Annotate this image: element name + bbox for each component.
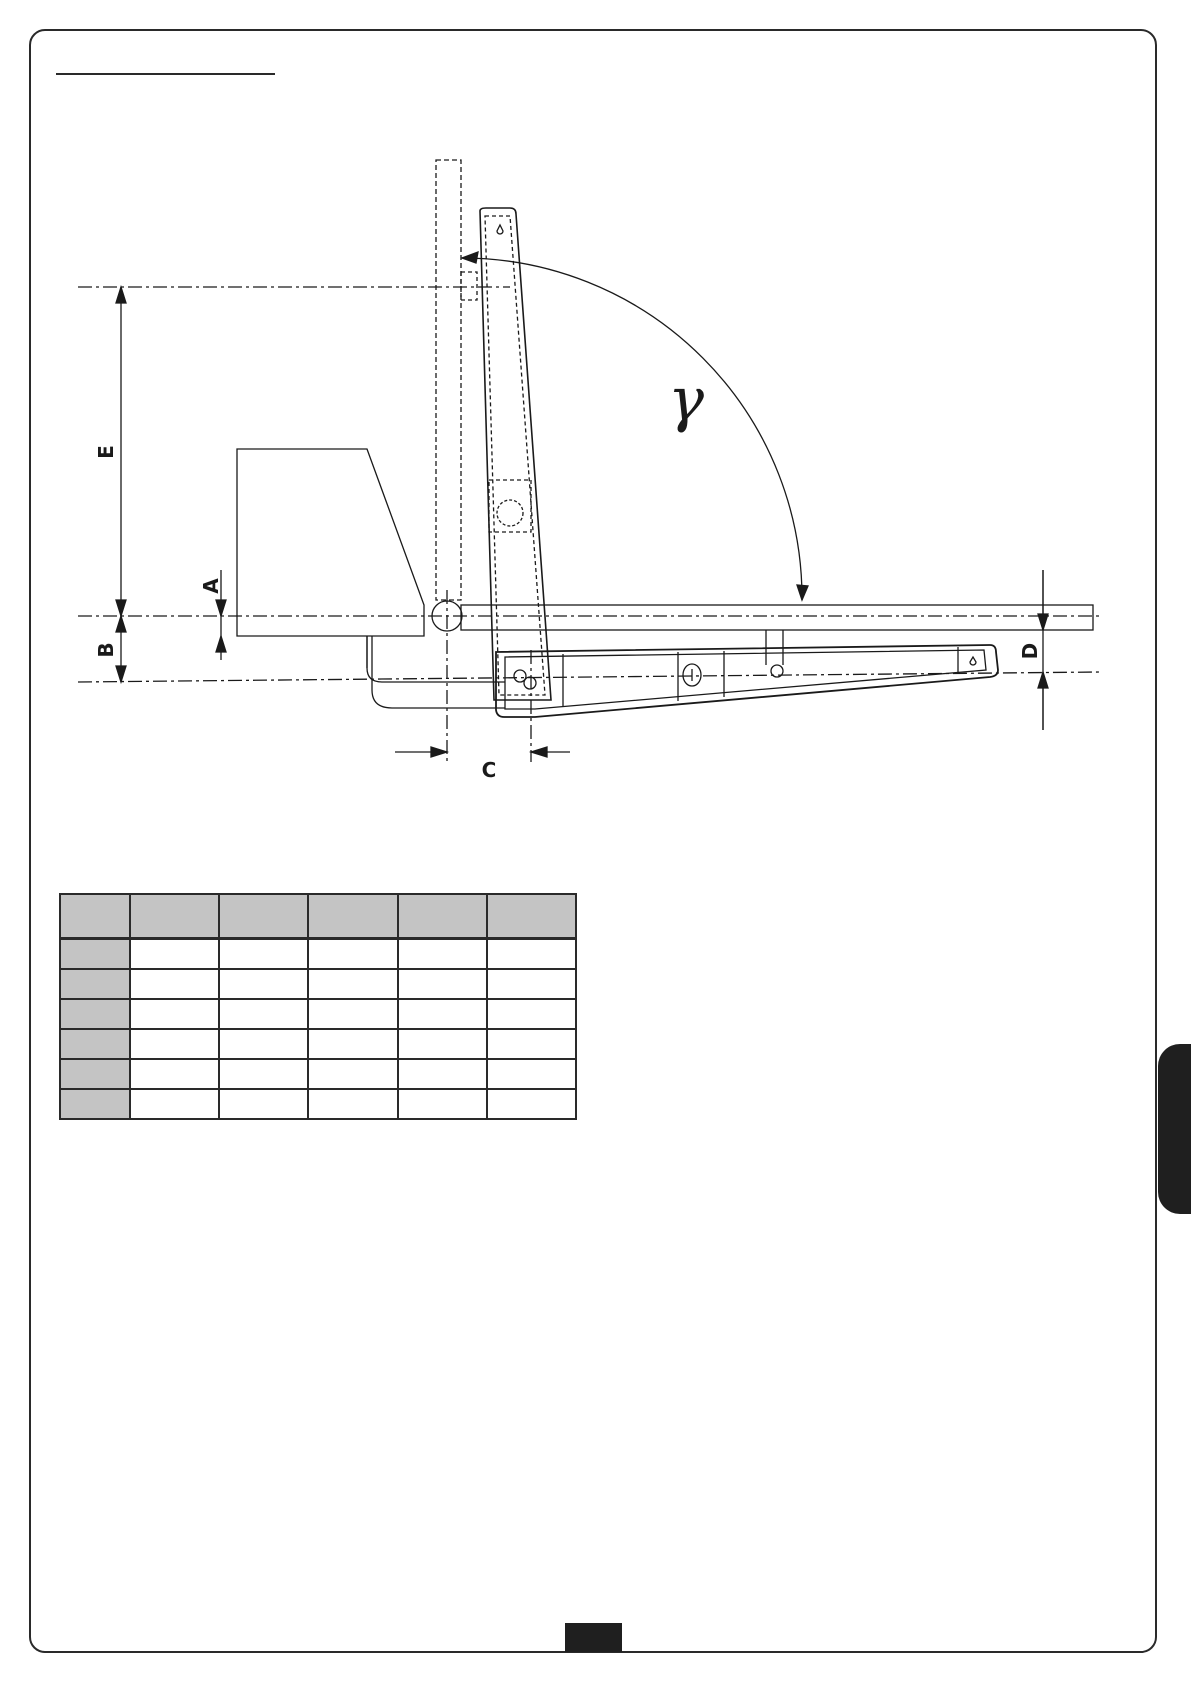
arm-closed-inner [505, 650, 986, 709]
table-row [60, 999, 576, 1029]
table-cell [308, 939, 397, 970]
gate-closed [461, 605, 1093, 630]
table-cell [308, 969, 397, 999]
table-cell [487, 939, 576, 970]
dim-label-e: E [94, 445, 118, 459]
table-row [60, 939, 576, 970]
angle-arc [462, 258, 802, 600]
table-cell [130, 1089, 219, 1119]
table-header-row [60, 894, 576, 939]
dim-label-a: A [199, 578, 223, 594]
table-header-cell [398, 894, 487, 939]
gate-stop-dashed [461, 272, 477, 300]
table-row-head [60, 1029, 130, 1059]
dimension-table [59, 893, 577, 1120]
table-cell [308, 1089, 397, 1119]
table-cell [487, 999, 576, 1029]
table-header-cell [130, 894, 219, 939]
motor-bracket [367, 636, 505, 682]
dim-label-d: D [1018, 642, 1042, 660]
table-cell [308, 999, 397, 1029]
arm-open-block [489, 480, 531, 532]
table-row-head [60, 939, 130, 970]
table-cell [130, 939, 219, 970]
table-cell [398, 939, 487, 970]
table-cell [308, 1029, 397, 1059]
table-row [60, 1029, 576, 1059]
table-cell [398, 1029, 487, 1059]
arm-closed-pin-3 [771, 665, 783, 677]
table-cell [398, 969, 487, 999]
table-cell [487, 1089, 576, 1119]
table-cell [219, 1089, 308, 1119]
arm-closed-pin-2 [524, 677, 536, 689]
table-cell [487, 969, 576, 999]
table-cell [487, 1029, 576, 1059]
page-number-box [565, 1623, 622, 1652]
arm-open-top-pin [497, 225, 503, 234]
arm-closed-end-pin [970, 657, 976, 665]
table-cell [219, 1029, 308, 1059]
table-header-cell [60, 894, 130, 939]
table-cell [219, 969, 308, 999]
table-row [60, 1089, 576, 1119]
dim-label-c: C [481, 758, 497, 782]
table-cell [219, 999, 308, 1029]
table-cell [130, 969, 219, 999]
table-cell [308, 1059, 397, 1089]
section-side-tab [1158, 1044, 1191, 1214]
table-cell [130, 1029, 219, 1059]
table-row-head [60, 969, 130, 999]
table-row [60, 969, 576, 999]
table-cell [398, 999, 487, 1029]
table-row-head [60, 1059, 130, 1089]
table-row [60, 1059, 576, 1089]
motor-body [237, 449, 424, 636]
table-cell [219, 939, 308, 970]
table-header-cell [487, 894, 576, 939]
table-row-head [60, 999, 130, 1029]
table-cell [398, 1089, 487, 1119]
table-cell [487, 1059, 576, 1089]
table-cell [219, 1059, 308, 1089]
table-cell [398, 1059, 487, 1089]
table-header-cell [308, 894, 397, 939]
gate-open-dashed [436, 160, 461, 600]
table-cell [130, 1059, 219, 1089]
table-header-cell [219, 894, 308, 939]
dim-label-b: B [94, 642, 118, 658]
table-cell [130, 999, 219, 1029]
arm-open-dashed [485, 216, 545, 695]
arm-open-pin [497, 500, 523, 526]
angle-label-gamma: γ [668, 365, 704, 435]
table-row-head [60, 1089, 130, 1119]
motor-bracket-curve [372, 636, 505, 708]
